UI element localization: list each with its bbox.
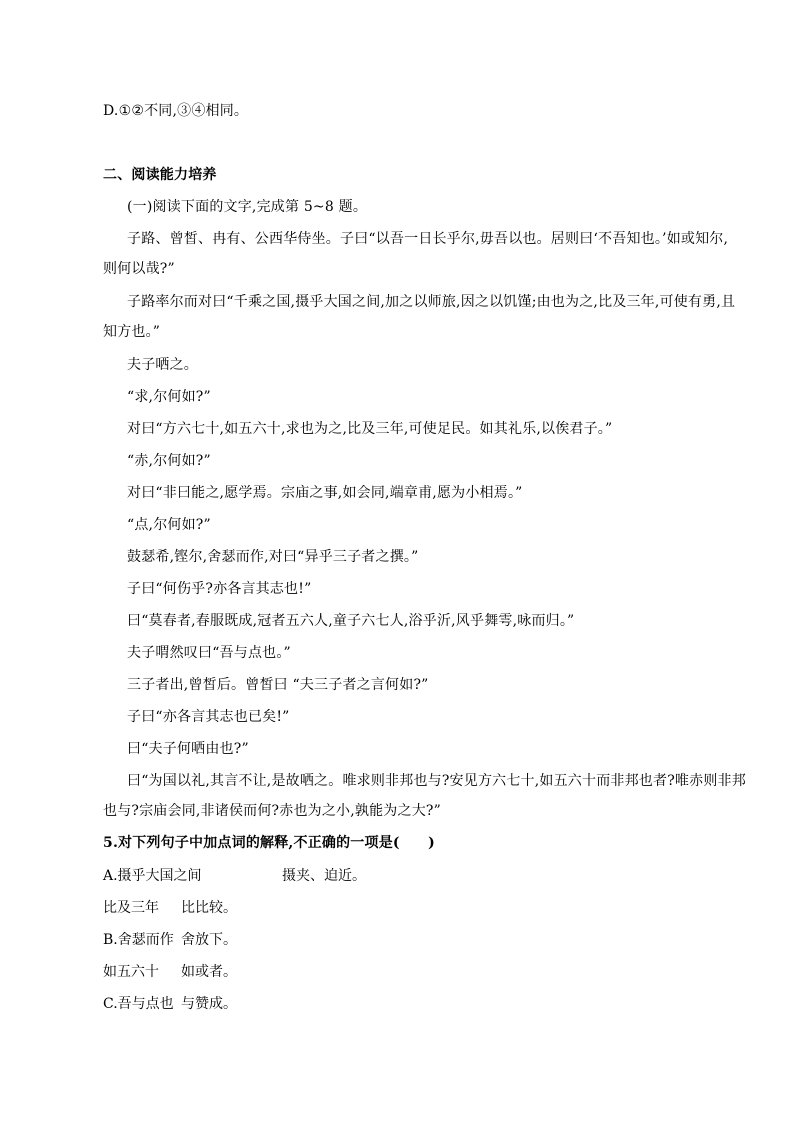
passage-line: 夫子哂之。 (127, 357, 198, 373)
item-phrase: A.摄乎大国之间 (103, 868, 202, 884)
item-phrase: 如五六十 (103, 964, 159, 980)
passage-line: 子曰“何伤乎?亦各言其志也!” (127, 581, 312, 597)
passage-line: 对曰“非曰能之,愿学焉。宗庙之事,如会同,端章甫,愿为小相焉。” (127, 485, 523, 501)
option-d: D.①②不同,③④相同。 (103, 103, 249, 119)
section-title: 二、阅读能力培养 (103, 167, 217, 183)
passage-line: 子路、曾皙、冉有、公西华侍坐。子曰“以吾一日长乎尔,毋吾以也。居则曰‘不吾知也。’如或知尔, (127, 231, 729, 247)
passage-line: 鼓瑟希,铿尔,舍瑟而作,对曰“异乎三子者之撰。” (127, 549, 419, 565)
passage-line: 也与?宗庙会同,非诸侯而何?赤也为之小,孰能为之大?” (103, 803, 441, 819)
item-gloss: 比比较。 (181, 900, 237, 916)
passage-line: 曰“夫子何哂由也?” (127, 741, 249, 757)
item-phrase: B.舍瑟而作 (103, 932, 174, 948)
passage-line: 知方也。” (103, 324, 161, 340)
passage-line: 曰“为国以礼,其言不让,是故哂之。唯求则非邦也与?安见方六七十,如五六十而非邦也者?唯赤则非邦 (127, 773, 746, 789)
passage-line: 三子者出,曾皙后。曾皙曰 “夫三子者之言何如?” (127, 677, 429, 693)
passage-line: 子路率尔而对曰“千乘之国,摄乎大国之间,加之以师旅,因之以饥馑;由也为之,比及三年,可使有勇,且 (127, 294, 736, 310)
item-phrase: C.吾与点也 (103, 996, 174, 1012)
passage-line: 夫子喟然叹曰“吾与点也。” (127, 645, 291, 661)
item-phrase: 比及三年 (103, 900, 159, 916)
part-intro: (一)阅读下面的文字,完成第 5~8 题。 (127, 199, 368, 215)
question-5: 5.对下列句子中加点词的解释,不正确的一项是( ) (103, 835, 435, 851)
passage-line: “求,尔何如?” (127, 389, 211, 405)
passage-line: 则何以哉?” (103, 261, 175, 277)
item-gloss: 摄夹、迫近。 (282, 868, 366, 884)
item-gloss: 如或者。 (181, 964, 237, 980)
item-gloss: 舍放下。 (181, 932, 237, 948)
passage-line: 子曰“亦各言其志也已矣!” (127, 709, 290, 725)
passage-line: 曰“莫春者,春服既成,冠者五六人,童子六七人,浴乎沂,风乎舞雩,咏而归。” (127, 613, 575, 629)
passage-line: 对曰“方六七十,如五六十,求也为之,比及三年,可使足民。如其礼乐,以俟君子。” (127, 421, 613, 437)
item-gloss: 与赞成。 (181, 996, 237, 1012)
passage-line: “点,尔何如?” (127, 517, 211, 533)
passage-line: “赤,尔何如?” (127, 453, 211, 469)
